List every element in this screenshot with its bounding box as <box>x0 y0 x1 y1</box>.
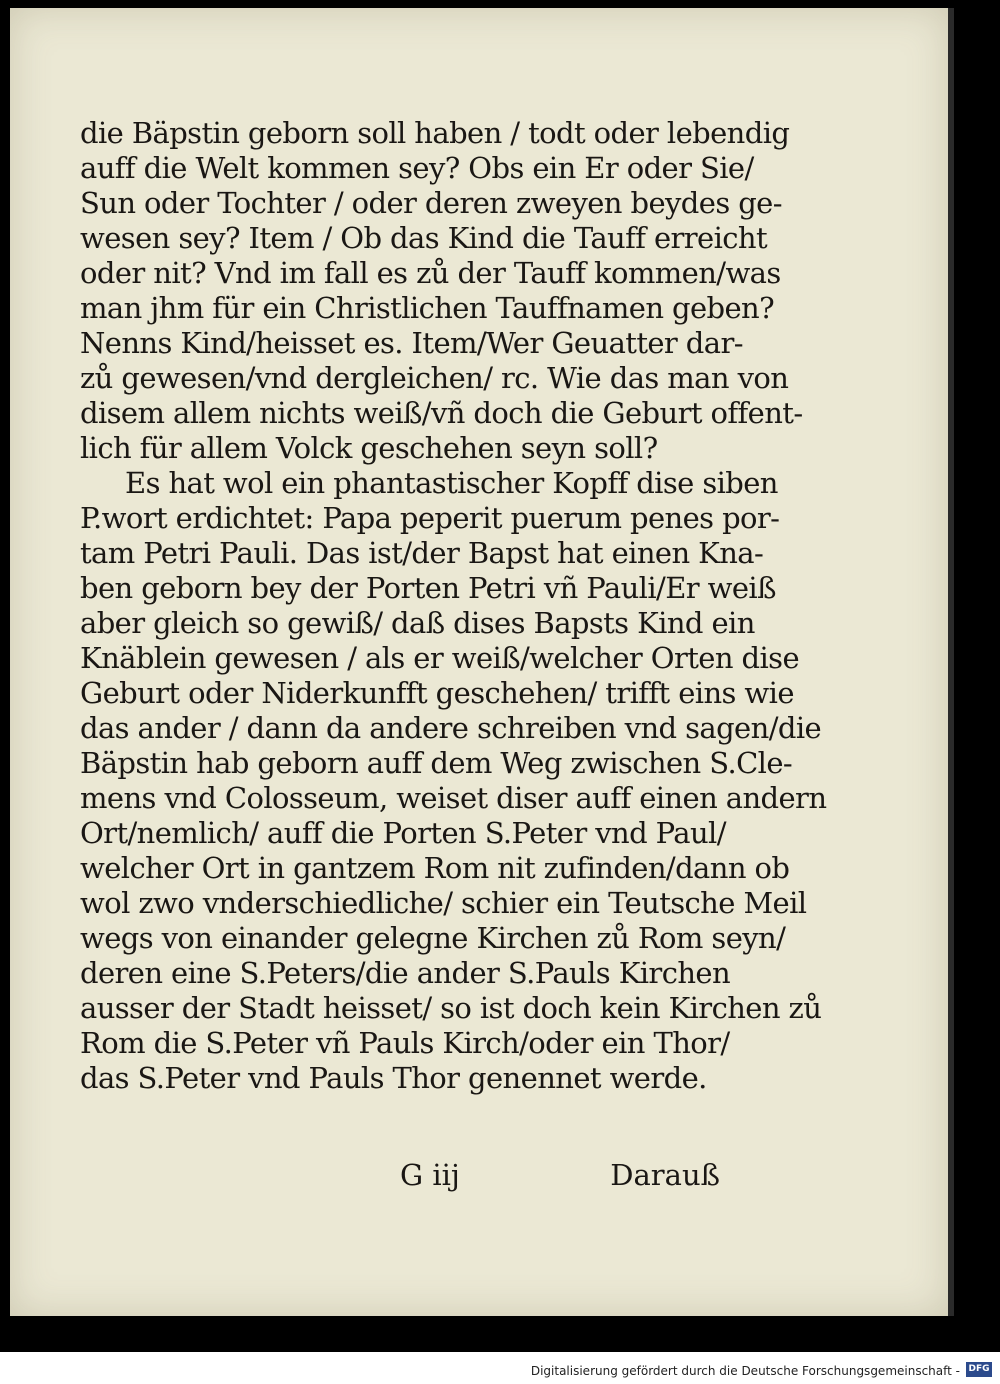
text-line: P.wort erdichtet: Papa peperit puerum penes por- <box>80 501 780 535</box>
text-line: ben geborn bey der Porten Petri vñ Pauli/Er weiß <box>80 571 776 605</box>
text-line: ausser der Stadt heisset/ so ist doch kein Kirchen zů <box>80 991 822 1025</box>
dfg-logo-icon: DFG <box>966 1362 992 1377</box>
text-line: welcher Ort in gantzem Rom nit zufinden/dann ob <box>80 851 790 885</box>
text-block <box>80 116 827 1096</box>
text-line: aber gleich so gewiß/ daß dises Bapsts Kind ein <box>80 606 755 640</box>
text-line: Es hat wol ein phantastischer Kopff dise siben <box>125 466 778 500</box>
text-line: das ander / dann da andere schreiben vnd sagen/die <box>80 711 822 745</box>
text-line: Nenns Kind/heisset es. Item/Wer Geuatter dar- <box>80 326 743 360</box>
text-line: das S.Peter vnd Pauls Thor genennet werde. <box>80 1061 707 1095</box>
text-line: Bäpstin hab geborn auff dem Weg zwischen S.Cle- <box>80 746 793 780</box>
book-page <box>10 8 948 1316</box>
footer-bar <box>0 1352 1000 1384</box>
text-line: Geburt oder Niderkunfft geschehen/ trifft eins wie <box>80 676 794 710</box>
text-line: lich für allem Volck geschehen seyn soll? <box>80 431 658 465</box>
text-line: mens vnd Colosseum, weiset diser auff einen andern <box>80 781 827 815</box>
text-line: wol zwo vnderschiedliche/ schier ein Teutsche Meil <box>80 886 807 920</box>
text-line: Ort/nemlich/ auff die Porten S.Peter vnd Paul/ <box>80 816 726 850</box>
signature-mark: G iij <box>400 1158 460 1192</box>
text-line: wesen sey? Item / Ob das Kind die Tauff erreicht <box>80 221 768 255</box>
text-line: deren eine S.Peters/die ander S.Pauls Kirchen <box>80 956 731 990</box>
catchword: Darauß <box>610 1158 720 1192</box>
text-line: Knäblein gewesen / als er weiß/welcher Orten dise <box>80 641 800 675</box>
text-line: wegs von einander gelegne Kirchen zů Rom seyn/ <box>80 921 786 955</box>
text-line: disem allem nichts weiß/vñ doch die Geburt offent- <box>80 396 803 430</box>
page-foot <box>80 1158 740 1198</box>
text-line: oder nit? Vnd im fall es zů der Tauff kommen/was <box>80 256 781 290</box>
text-line: Sun oder Tochter / oder deren zweyen beydes ge- <box>80 186 782 220</box>
text-line: man jhm für ein Christlichen Tauffnamen geben? <box>80 291 775 325</box>
text-line: zů gewesen/vnd dergleichen/ rc. Wie das man von <box>80 361 789 395</box>
page-edge <box>948 8 954 1316</box>
text-line: Rom die S.Peter vñ Pauls Kirch/oder ein Thor/ <box>80 1026 730 1060</box>
text-line: tam Petri Pauli. Das ist/der Bapst hat einen Kna- <box>80 536 764 570</box>
funding-credit: Digitalisierung gefördert durch die Deutsche Forschungsgemeinschaft - <box>530 1364 960 1378</box>
text-line: auff die Welt kommen sey? Obs ein Er oder Sie/ <box>80 151 754 185</box>
text-line: die Bäpstin geborn soll haben / todt oder lebendig <box>80 116 790 150</box>
